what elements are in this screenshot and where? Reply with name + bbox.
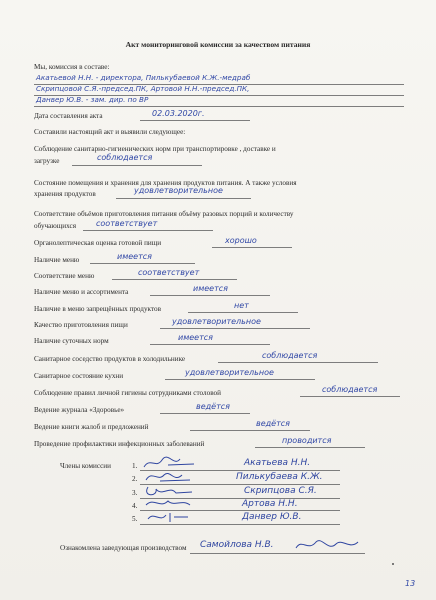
signature-row-3-num: 3. xyxy=(132,489,138,497)
rule xyxy=(160,328,310,329)
item-2-label-line-2: хранения продуктов xyxy=(34,190,96,198)
signature-row-3-name: Скрипцова С.Я. xyxy=(244,486,317,496)
acquainted-label: Ознакомлена заведующая производством xyxy=(60,544,187,552)
signature-row-4-name: Артова Н.Н. xyxy=(242,499,298,509)
item-7-label: Наличие меню и ассортимента xyxy=(34,288,129,296)
signature-row-1-num: 1. xyxy=(132,462,138,470)
signature-row-2-num: 2. xyxy=(132,475,138,483)
signature-row-1-name: Акатьева Н.Н. xyxy=(244,458,311,468)
signature-row-2-name: Пилькубаева К.Ж. xyxy=(236,472,323,482)
item-1-label-line-1: Соблюдение санитарно-гигиенических норм при транспортировке , доставке и xyxy=(34,145,276,153)
item-10-label: Наличие суточных норм xyxy=(34,337,109,345)
rule xyxy=(150,344,270,345)
rule xyxy=(218,362,378,363)
rule xyxy=(150,295,270,296)
commission-member-line-2: Скрипцовой С.Я.-председ.ПК, Артовой Н.Н.-председ.ПК, xyxy=(36,84,250,93)
item-6-label: Соответствие меню xyxy=(34,272,95,280)
item-3-label-line-1: Соответствие объёмов приготовления питания объёму разовых порций и количеству xyxy=(34,210,294,218)
acquainted-signature-scribble xyxy=(292,536,362,554)
item-15-value: ведётся xyxy=(256,419,290,428)
rule xyxy=(34,106,404,107)
item-5-value: имеется xyxy=(117,252,152,261)
item-9-label: Качество приготовления пищи xyxy=(34,321,128,329)
item-11-value: соблюдается xyxy=(262,351,318,360)
rule xyxy=(140,524,340,525)
rule xyxy=(212,247,292,248)
item-4-value: хорошо xyxy=(225,236,257,245)
date-label: Дата составления акта xyxy=(34,112,103,120)
item-4-label: Органолептическая оценка готовой пищи xyxy=(34,239,162,247)
item-1-label-line-2: загрузке xyxy=(34,157,60,165)
rule xyxy=(255,447,365,448)
item-5-label: Наличие меню xyxy=(34,256,80,264)
signature-row-4-num: 4. xyxy=(132,502,138,510)
page-number: 13 xyxy=(405,579,416,588)
commission-label: Мы, комиссия в составе: xyxy=(34,63,110,71)
item-7-value: имеется xyxy=(193,284,228,293)
rule xyxy=(160,413,250,414)
item-2-value: удовлетворительное xyxy=(134,186,223,195)
dot-mark xyxy=(392,563,394,565)
rule xyxy=(90,263,195,264)
rule xyxy=(165,379,315,380)
item-8-label: Наличие в меню запрещённых продуктов xyxy=(34,305,161,313)
signature-row-5-num: 5. xyxy=(132,515,138,523)
item-14-value: ведётся xyxy=(196,402,230,411)
rule xyxy=(116,198,251,199)
item-10-value: имеется xyxy=(178,333,213,342)
item-12-label: Санитарное состояние кухни xyxy=(34,372,124,380)
commission-member-line-3: Данвер Ю.В. - зам. дир. по ВР xyxy=(36,95,149,104)
item-16-value: проводится xyxy=(282,436,332,445)
item-13-value: соблюдается xyxy=(322,385,378,394)
item-9-value: удовлетворительное xyxy=(172,317,261,326)
item-6-value: соответствует xyxy=(138,268,200,277)
item-13-label: Соблюдение правил личной гигиены сотрудниками столовой xyxy=(34,389,221,397)
intro-text: Составили настоящий акт и выявили следующее: xyxy=(34,128,186,136)
rule xyxy=(190,553,365,554)
item-14-label: Ведение журнала «Здоровье» xyxy=(34,406,125,414)
item-2-label-line-1: Состояние помещения и хранения для хранения продуктов питания. А также условия xyxy=(34,179,297,187)
signature-5-scribble xyxy=(140,509,200,525)
item-3-value: соответствует xyxy=(96,219,158,228)
item-15-label: Ведение книги жалоб и предложений xyxy=(34,423,149,431)
rule xyxy=(112,279,237,280)
rule xyxy=(188,312,298,313)
rule xyxy=(300,396,400,397)
item-11-label: Санитарное соседство продуктов в холодильнике xyxy=(34,355,186,363)
signatures-label: Члены комиссии xyxy=(60,462,111,470)
document-title: Акт мониторинговой комиссии за качеством питания xyxy=(125,40,311,49)
item-8-value: нет xyxy=(234,301,249,310)
item-1-value: соблюдается xyxy=(97,153,153,162)
date-value: 02.03.2020г. xyxy=(152,109,205,118)
rule xyxy=(83,230,213,231)
item-16-label: Проведение профилактики инфекционных заболеваний xyxy=(34,440,205,448)
rule xyxy=(140,120,250,121)
rule xyxy=(72,165,202,166)
commission-member-line-1: Акатьевой Н.Н. - директора, Пилькубаевой К.Ж.-медраб xyxy=(36,73,251,82)
signature-row-5-name: Данвер Ю.В. xyxy=(242,512,302,522)
acquainted-name: Самойлова Н.В. xyxy=(200,540,274,550)
rule xyxy=(190,430,310,431)
item-12-value: удовлетворительное xyxy=(185,368,274,377)
item-3-label-line-2: обучающихся xyxy=(34,222,77,230)
